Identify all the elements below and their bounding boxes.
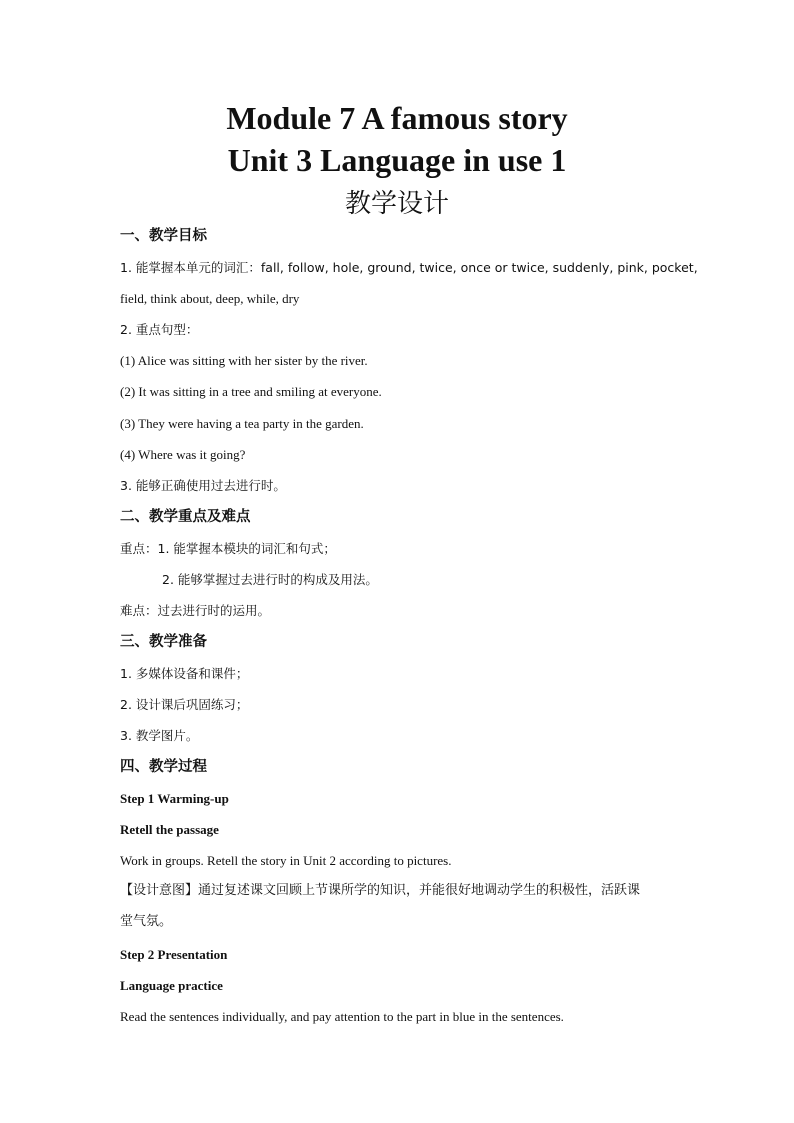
step-2-text: Read the sentences individually, and pay attention to the part in blue in the sentences. [120,1009,564,1024]
objective-item-1-continued: field, think about, deep, while, dry [120,291,300,306]
preparation-item-2: 2. 设计课后巩固练习； [120,697,249,712]
key-point-1: 重点：1. 能掌握本模块的词汇和句式； [120,541,336,556]
design-intent-line-2: 堂气氛。 [120,914,173,929]
module-title: Module 7 A famous story [226,100,568,136]
key-sentence-3: (3) They were having a tea party in the garden. [120,416,364,431]
section-heading-objectives: 一、教学目标 [120,228,207,244]
key-sentence-2: (2) It was sitting in a tree and smiling at everyone. [120,384,382,399]
section-heading-key-points: 二、教学重点及难点 [120,509,251,525]
difficulty-point: 难点：过去进行时的运用。 [120,603,271,618]
section-heading-preparation: 三、教学准备 [120,634,207,650]
key-point-2: 2. 能够掌握过去进行时的构成及用法。 [162,572,378,587]
key-sentence-4: (4) Where was it going? [120,447,246,462]
key-sentence-1: (1) Alice was sitting with her sister by the river. [120,353,368,368]
objective-item-2: 2. 重点句型： [120,322,199,337]
unit-title: Unit 3 Language in use 1 [227,142,567,178]
preparation-item-1: 1. 多媒体设备和课件； [120,666,249,681]
section-heading-process: 四、教学过程 [120,759,207,775]
design-intent-line-1: 【设计意图】通过复述课文回顾上节课所学的知识，并能很好地调动学生的积极性，活跃课 [120,883,641,898]
step-2-heading: Step 2 Presentation [120,947,228,962]
objective-item-1: 1. 能掌握本单元的词汇：fall, follow, hole, ground, twice, once or twice, suddenly, pink, pocket, [120,260,698,275]
document-type-title: 教学设计 [344,189,449,219]
step-1-heading: Step 1 Warming-up [120,791,229,806]
preparation-item-3: 3. 教学图片。 [120,728,199,743]
step-1-text: Work in groups. Retell the story in Unit 2 according to pictures. [120,853,452,868]
step-2-subheading: Language practice [120,978,223,993]
objective-item-3: 3. 能够正确使用过去进行时。 [120,478,286,493]
step-1-subheading: Retell the passage [120,822,219,837]
